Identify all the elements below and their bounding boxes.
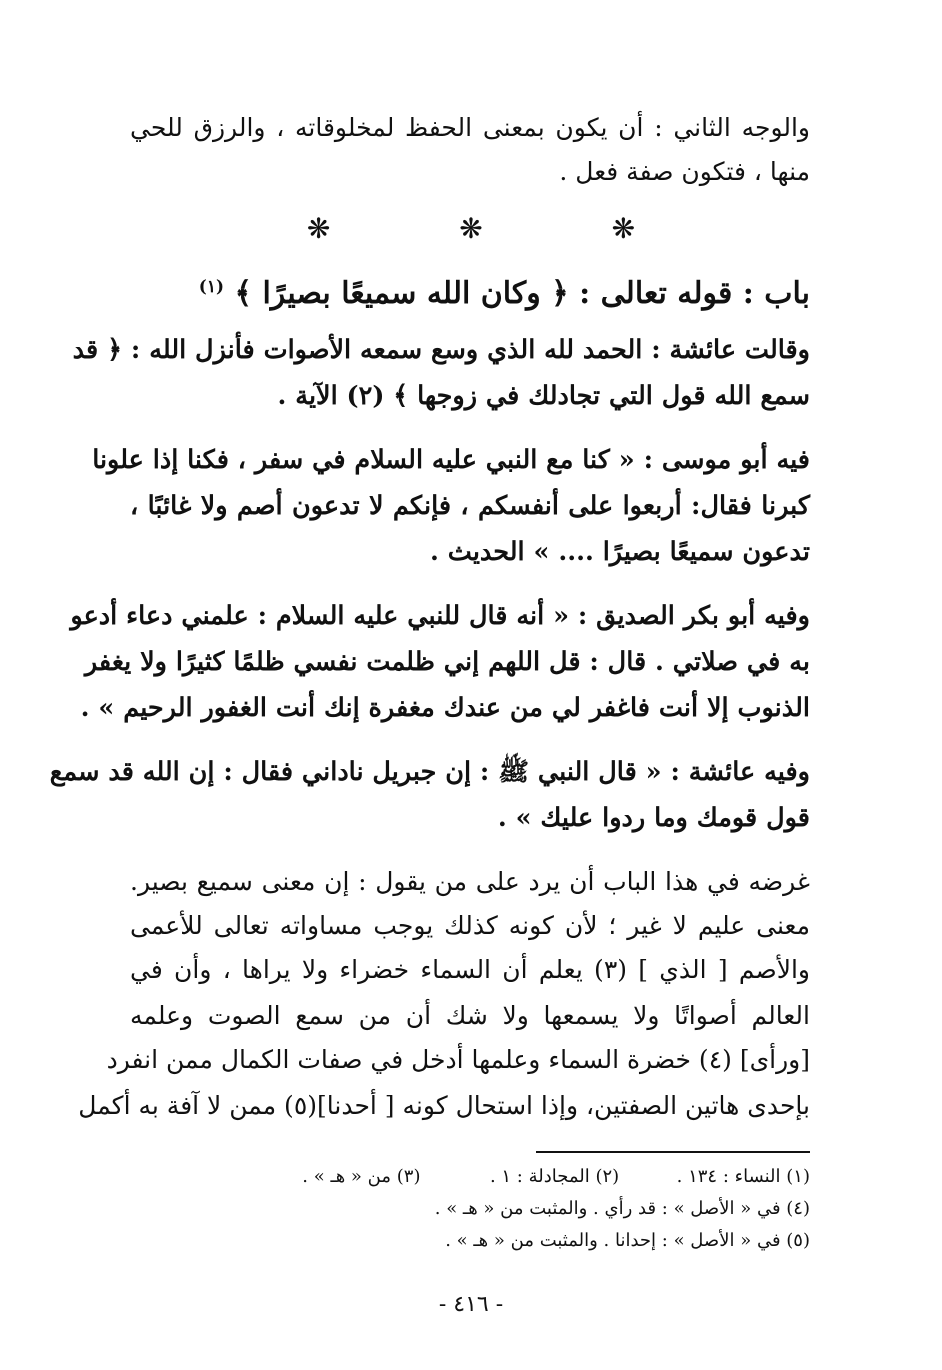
section-separator: ❋ ❋ ❋ [306, 212, 696, 245]
commentary-line-6: بإحدى هاتين الصفتين، وإذا استحال كونه [ أحدنا](٥) ممن لا آفة به أكمل [78, 1091, 810, 1120]
chapter-footnote-ref: (١) [198, 277, 224, 297]
commentary-line-2: معنى عليم لا غير ؛ لأن كونه كذلك يوجب مساواته تعالى للأعمى [130, 911, 810, 940]
tradition-1-line-2: سمع الله قول التي تجادلك في زوجها ﴾ (٢) الآية . [277, 381, 810, 411]
footnote-5: (٥) في « الأصل » : إحدانا . والمثبت من « هـ » . [445, 1230, 810, 1251]
tradition-2-line-2: كبرنا فقال: أربعوا على أنفسكم ، فإنكم لا تدعون أصم ولا غائبًا ، [130, 491, 810, 521]
chapter-title: باب : قوله تعالى : ﴿ وكان الله سميعًا بصيرًا ﴾ [234, 276, 810, 311]
page-number: - ٤١٦ - [438, 1292, 504, 1317]
chapter-heading [130, 262, 810, 319]
tradition-3-line-3: الذنوب إلا أنت فاغفر لي من عندك مغفرة إنك أنت الغفور الرحيم » . [80, 693, 810, 723]
footnote-row-1 [302, 1164, 810, 1190]
tradition-2-line-1: فيه أبو موسى : « كنا مع النبي عليه السلام في سفر ، فكنا إذا علونا [92, 445, 810, 475]
intro-line-2: منها ، فتكون صفة فعل . [559, 157, 810, 186]
tradition-3-line-1: وفيه أبو بكر الصديق : « أنه قال للنبي عليه السلام : علمني دعاء أدعو [70, 601, 810, 631]
footnote-1: (١) النساء : ١٣٤ . [676, 1166, 810, 1187]
footnote-2: (٢) المجادلة : ١ . [489, 1166, 620, 1187]
tradition-4-line-2: قول قومك وما ردوا عليك » . [497, 803, 810, 833]
tradition-1-line-1: وقالت عائشة : الحمد لله الذي وسع سمعه الأصوات فأنزل الله : ﴿ قد [72, 335, 810, 365]
footnote-4: (٤) في « الأصل » : قد رأي . والمثبت من « هـ » . [434, 1198, 810, 1219]
footnote-divider [536, 1151, 810, 1153]
commentary-line-1: غرضه في هذا الباب أن يرد على من يقول : إن معنى سميع بصير. [130, 867, 810, 896]
intro-line-1: والوجه الثاني : أن يكون بمعنى الحفظ لمخلوقاته ، والرزق للحي [130, 113, 810, 142]
footnote-3: (٣) من « هـ » . [302, 1166, 421, 1187]
tradition-2-line-3: تدعون سميعًا بصيرًا .... » الحديث . [430, 537, 810, 567]
commentary-line-3: والأصم [ الذي ] (٣) يعلم أن السماء خضراء ولا يراها ، وأن في [130, 955, 810, 984]
tradition-4-line-1: وفيه عائشة : « قال النبي ﷺ : إن جبريل ناداني فقال : إن الله قد سمع [49, 757, 810, 787]
commentary-line-5: [ورأى] (٤) خضرة السماء وعلمها أدخل في صفات الكمال ممن انفرد [106, 1045, 810, 1074]
commentary-line-4: العالم أصواتًا ولا يسمعها ولا شك أن من سمع الصوت وعلمه [130, 1001, 810, 1030]
tradition-3-line-2: به في صلاتي . قال : قل اللهم إني ظلمت نفسي ظلمًا كثيرًا ولا يغفر [84, 647, 810, 677]
